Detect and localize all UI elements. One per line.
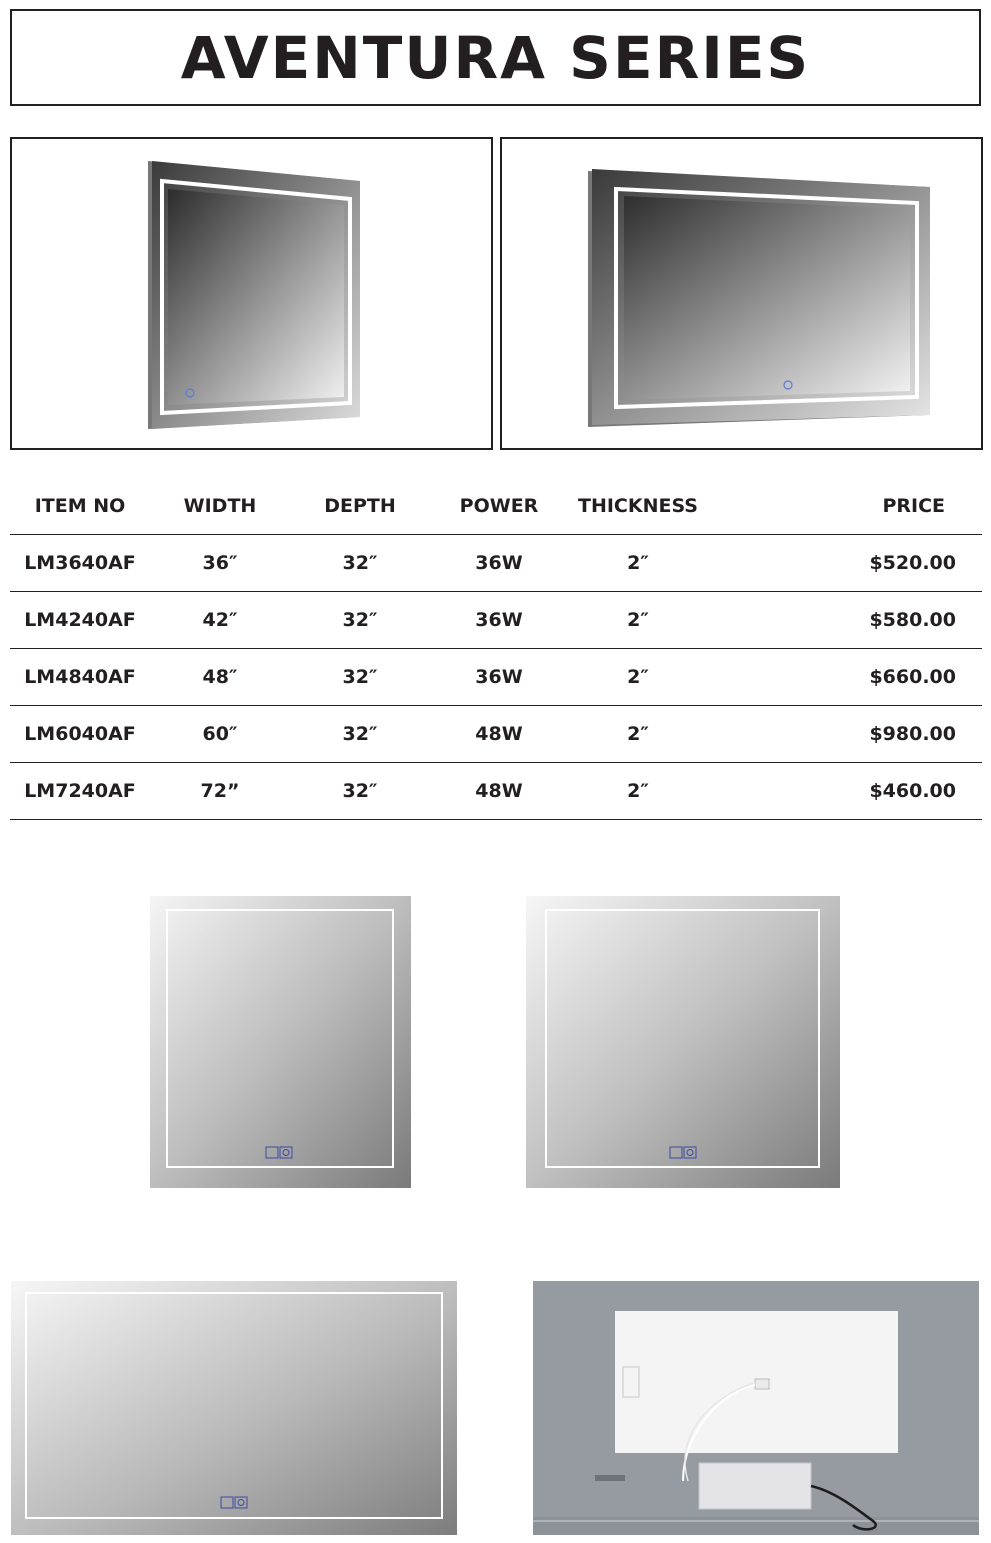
product-photo-wide (500, 137, 983, 450)
item-no-cell: LM4240AF (10, 592, 150, 649)
thickness-cell: 2″ (568, 763, 708, 820)
page-title: AVENTURA SERIES (180, 23, 811, 92)
width-cell: 36″ (150, 535, 290, 592)
table-row (10, 706, 982, 763)
title-box (10, 9, 981, 106)
depth-cell: 32″ (290, 763, 430, 820)
price-cell: $520.00 (708, 535, 982, 592)
width-cell: 72” (150, 763, 290, 820)
thickness-cell: 2″ (568, 706, 708, 763)
width-cell: 48″ (150, 649, 290, 706)
table-row (10, 592, 982, 649)
price-cell: $980.00 (708, 706, 982, 763)
thickness-cell: 2″ (568, 592, 708, 649)
mirror-portrait-front (150, 896, 411, 1188)
power-driver-box (699, 1463, 811, 1509)
thickness-cell: 2″ (568, 649, 708, 706)
power-cell: 48W (430, 706, 568, 763)
depth-cell: 32″ (290, 706, 430, 763)
column-header: POWER (459, 495, 539, 517)
table-header-row (10, 478, 982, 535)
item-no-cell: LM4840AF (10, 649, 150, 706)
mirror-square-front (526, 896, 840, 1188)
table-row (10, 649, 982, 706)
column-header: ITEM NO (34, 495, 126, 517)
mirror-wide-image (502, 139, 981, 448)
power-cell: 36W (430, 535, 568, 592)
column-header: THICKNESS (578, 495, 698, 517)
power-cell: 48W (430, 763, 568, 820)
product-photo-square (10, 137, 493, 450)
spec-table (10, 478, 982, 820)
depth-cell: 32″ (290, 649, 430, 706)
mirror-back-view (533, 1281, 979, 1535)
column-header: PRICE (882, 495, 945, 517)
table-row (10, 763, 982, 820)
item-no-cell: LM3640AF (10, 535, 150, 592)
mirror-square-image (12, 139, 491, 448)
width-cell: 60″ (150, 706, 290, 763)
price-cell: $580.00 (708, 592, 982, 649)
depth-cell: 32″ (290, 535, 430, 592)
thickness-cell: 2″ (568, 535, 708, 592)
power-cell: 36W (430, 592, 568, 649)
power-cell: 36W (430, 649, 568, 706)
column-header: DEPTH (324, 495, 396, 517)
mirror-landscape-front (11, 1281, 457, 1535)
item-no-cell: LM7240AF (10, 763, 150, 820)
price-cell: $460.00 (708, 763, 982, 820)
width-cell: 42″ (150, 592, 290, 649)
item-no-cell: LM6040AF (10, 706, 150, 763)
price-cell: $660.00 (708, 649, 982, 706)
depth-cell: 32″ (290, 592, 430, 649)
table-row (10, 535, 982, 592)
column-header: WIDTH (183, 495, 257, 517)
